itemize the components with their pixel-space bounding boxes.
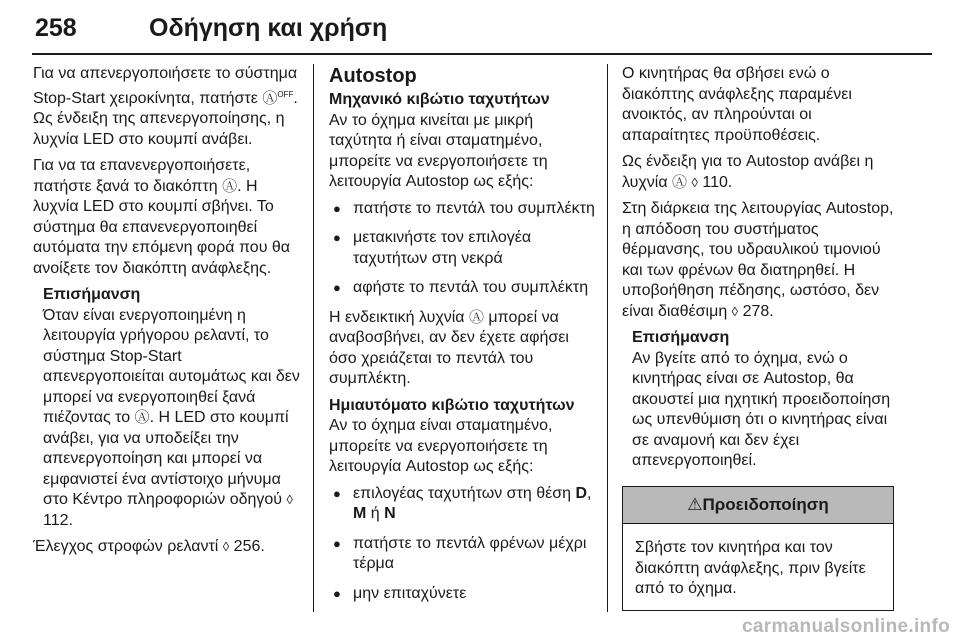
note-text: Όταν είναι ενεργοποιημένη η λειτουργία γρήγορου ρελαντί, το σύστημα Stop-Start απενεργοποιείται αυτομάτως και δεν μπορεί να ενεργοποιηθεί ξανά πιέζοντας το Ⓐ. Η LED στο κουμπί ανάβει, για να υποδείξει την απενεργοποίηση και μπορεί να εμφανιστεί ένα αντίστοιχο μήνυμα στο Κέντρο πληροφοριών οδηγού ◊ 112. [43, 306, 300, 529]
list-item: ● μην επιταχύνετε [329, 584, 597, 605]
paragraph: Στη διάρκεια της λειτουργίας Autostop, η απόδοση του συστήματος θέρμανσης, του υδραυλικού τιμονιού και των φρένων θα διατηρηθεί. Η υποβοήθηση πέδησης, ωστόσο, δεν είναι διαθέσιμη ◊ 278. [622, 200, 894, 320]
page-ref-icon: ◊ [286, 492, 293, 507]
warning-box [622, 486, 894, 611]
list-item [329, 484, 597, 525]
autostop-icon: Ⓐ [672, 173, 688, 191]
list-item: ● πατήστε το πεντάλ του συμπλέκτη [329, 199, 597, 220]
note-text: Αν βγείτε από το όχημα, ενώ ο κινητήρας είναι σε Autostop, θα ακουστεί μια ηχητική προειδοποίηση ως υπενθύμιση ότι ο κινητήρας είναι σε αναμονή και δεν έχει απενεργοποιηθεί. [632, 349, 891, 469]
autostop-icon: Ⓐ [134, 409, 150, 426]
paragraph: Έλεγχος στροφών ρελαντί ◊ 256. [33, 538, 265, 555]
paragraph: Ο κινητήρας θα σβήσει ενώ ο διακόπτης ανάφλεξης παραμένει ανοικτός, αν πληρούνται οι απαραίτητες προϋποθέσεις. [622, 65, 852, 144]
paragraph [33, 156, 301, 279]
autostop-icon: Ⓐ [468, 308, 484, 326]
text: ή [366, 505, 385, 522]
text: επιλογέας ταχυτήτων στη θέση [353, 484, 576, 502]
text: . Η LED στο κουμπί ανάβει, για να υποδείξει την απενεργοποίηση και μπορεί να εμφανιστεί ένα αντίστοιχο μήνυμα στο Κέντρο πληροφοριών οδηγού [43, 409, 289, 508]
column-2 [329, 64, 597, 613]
text: Έλεγχος στροφών ρελαντί [33, 538, 223, 555]
text: . Η λυχνία LED στο κουμπί σβήνει. Το σύστημα θα επανενεργοποιηθεί αυτόματα την επόμενη φορά που θα ανοίξετε τον διακόπτη ανάφλεξης. [33, 177, 291, 277]
text: Για να απενεργοποιήσετε το σύστημα Stop-Start χειροκίνητα, πατήστε [33, 65, 298, 107]
page-ref[interactable]: 110 [702, 173, 728, 191]
paragraph [329, 308, 597, 390]
column-1 [33, 64, 301, 564]
paragraph: Ως ένδειξη για το Autostop ανάβει η λυχνία Ⓐ ◊ 110. [622, 153, 874, 191]
text: Στη διάρκεια της λειτουργίας Autostop, η απόδοση του συστήματος θέρμανσης, του υδραυλικού τιμονιού και των φρένων θα διατηρηθεί. Η υποβοήθηση πέδησης, ωστόσο, δεν είναι διαθέσιμη [622, 200, 894, 320]
section-title: Autostop [329, 65, 417, 87]
page-header [32, 0, 932, 56]
note-block [43, 285, 301, 531]
paragraph [33, 64, 301, 150]
bullet-list [329, 484, 597, 605]
header-rule [32, 53, 932, 55]
page-ref-icon: ◊ [731, 303, 739, 319]
paragraph: Αν το όχημα είναι σταματημένο, μπορείτε να ενεργοποιήσετε τη λειτουργία Autostop ως εξής: [329, 417, 553, 475]
page-number: 258 [35, 14, 77, 42]
column-3 [622, 64, 894, 611]
text: , [587, 484, 592, 502]
warning-title: Προειδοποίηση [702, 494, 829, 514]
page-ref-icon: ◊ [691, 174, 698, 190]
text: Όταν είναι ενεργοποιημένη η λειτουργία γρήγορου ρελαντί, το σύστημα Stop-Start απενεργοποιείται αυτομάτως και δεν μπορεί να ενεργοποιηθεί ξανά πιέζοντας το [43, 306, 300, 426]
text: Για να τα επανενεργοποιήσετε, πατήστε ξανά το διακόπτη [33, 157, 251, 195]
text: μπορεί να αναβοσβήνει, αν δεν έχετε αφήσει όσο χρειάζεται το πεντάλ του συμπλέκτη. [329, 308, 569, 387]
autostop-icon: Ⓐ [222, 177, 238, 195]
note-title: Επισήμανση [632, 329, 730, 346]
page-ref[interactable]: 278 [742, 302, 770, 320]
list-item: ● πατήστε το πεντάλ φρένων μέχρι τέρμα [329, 534, 597, 575]
warning-triangle-icon: ⚠ [687, 494, 703, 514]
bullet-list [329, 199, 597, 299]
page-ref[interactable]: 256 [233, 538, 261, 555]
text: Ως ένδειξη για το Autostop ανάβει η λυχνία [622, 153, 874, 191]
gear-position: D [575, 484, 588, 502]
gear-position: N [384, 505, 396, 522]
paragraph: Αν το όχημα κινείται με μικρή ταχύτητα ή είναι σταματημένο, μπορείτε να ενεργοποιήσετε τη λειτουργία Autostop ως εξής: [329, 111, 548, 190]
page-ref-icon: ◊ [222, 539, 230, 554]
text: . Ως ένδειξη της απενεργοποίησης, η λυχνία LED στο κουμπί ανάβει. [33, 89, 298, 148]
subsection-title: Ημιαυτόματο κιβώτιο ταχυτήτων [329, 396, 575, 414]
watermark: carmanualsonline.info [742, 616, 950, 637]
gear-position: M [353, 505, 367, 522]
warning-header [623, 487, 893, 525]
note-block [632, 328, 894, 472]
page-title: Οδήγηση και χρήση [149, 14, 388, 42]
list-item: ● αφήστε το πεντάλ του συμπλέκτη [329, 278, 597, 299]
subsection-title: Μηχανικό κιβώτιο ταχυτήτων [329, 91, 550, 108]
warning-body: Σβήστε τον κινητήρα και τον διακόπτη ανάφλεξης, πριν βγείτε από το όχημα. [635, 539, 866, 597]
page-ref[interactable]: 112 [43, 511, 69, 529]
list-item: ● μετακινήστε τον επιλογέα ταχυτήτων στη νεκρά [329, 228, 597, 269]
column-divider [607, 64, 608, 612]
column-divider [313, 64, 314, 612]
autostop-off-icon: Ⓐ$^{OFF}$ [262, 89, 294, 107]
text: Η ενδεικτική λυχνία [329, 308, 469, 326]
note-title: Επισήμανση [43, 286, 141, 303]
